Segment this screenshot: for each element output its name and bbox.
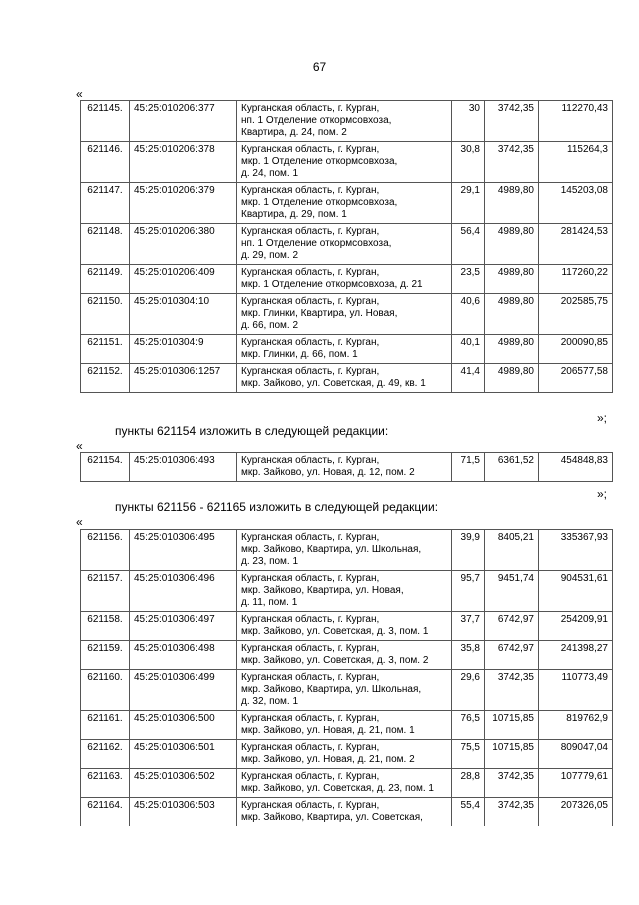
area-cell: 71,5 (452, 453, 485, 482)
area-cell: 75,5 (452, 740, 485, 769)
address-line: Курганская область, г. Курган, (241, 713, 380, 724)
page-number: 67 (312, 60, 327, 74)
total-cell: 819762,9 (539, 711, 613, 740)
area-cell: 35,8 (452, 641, 485, 670)
address-line: Курганская область, г. Курган, (241, 103, 380, 114)
cadastral-number-cell: 45:25:010306:498 (130, 641, 237, 670)
row-number-cell: 621151. (81, 335, 130, 364)
closing-quote: »; (597, 411, 608, 425)
address-line: д. 24, пом. 1 (241, 168, 299, 179)
table-row (81, 571, 613, 612)
table-row (81, 641, 613, 670)
area-cell: 28,8 (452, 769, 485, 798)
address-cell (237, 224, 452, 265)
address-line: мкр. Зайково, Квартира, ул. Школьная, (241, 544, 422, 555)
address-cell (237, 711, 452, 740)
area-cell: 39,9 (452, 530, 485, 571)
total-cell: 241398,27 (539, 641, 613, 670)
price-cell: 10715,85 (485, 740, 539, 769)
address-cell (237, 641, 452, 670)
area-cell: 29,6 (452, 670, 485, 711)
cadastral-number-cell: 45:25:010306:499 (130, 670, 237, 711)
area-cell: 76,5 (452, 711, 485, 740)
table-row (81, 183, 613, 224)
instruction-text: пункты 621156 - 621165 изложить в следующей редакции: (115, 500, 439, 514)
address-line: мкр. Зайково, ул. Советская, д. 3, пом. 1 (241, 626, 429, 637)
address-line: д. 23, пом. 1 (241, 556, 299, 567)
instruction-text: пункты 621154 изложить в следующей редакции: (115, 424, 389, 438)
row-number-cell: 621148. (81, 224, 130, 265)
price-cell: 8405,21 (485, 530, 539, 571)
area-cell: 40,6 (452, 294, 485, 335)
address-cell (237, 265, 452, 294)
price-cell: 9451,74 (485, 571, 539, 612)
address-line: Курганская область, г. Курган, (241, 296, 380, 307)
address-cell (237, 364, 452, 393)
address-cell (237, 101, 452, 142)
row-number-cell: 621150. (81, 294, 130, 335)
address-line: мкр. Зайково, Квартира, ул. Советская, (241, 812, 423, 823)
area-cell: 56,4 (452, 224, 485, 265)
area-cell: 30 (452, 101, 485, 142)
address-line: Курганская область, г. Курган, (241, 742, 380, 753)
address-line: мкр. 1 Отделение откормсовхоза, (241, 197, 398, 208)
address-cell (237, 294, 452, 335)
address-line: мкр. Зайково, ул. Советская, д. 3, пом. 2 (241, 655, 429, 666)
price-cell: 4989,80 (485, 183, 539, 224)
address-line: Квартира, д. 24, пом. 2 (241, 127, 347, 138)
address-line: д. 32, пом. 1 (241, 696, 299, 707)
table-row (81, 453, 613, 482)
area-cell: 37,7 (452, 612, 485, 641)
cadastral-number-cell: 45:25:010206:380 (130, 224, 237, 265)
total-cell: 145203,08 (539, 183, 613, 224)
table-row (81, 740, 613, 769)
cadastral-number-cell: 45:25:010304:10 (130, 294, 237, 335)
address-line: нп. 1 Отделение откормсовхоза, (241, 238, 392, 249)
address-cell (237, 453, 452, 482)
price-cell: 3742,35 (485, 769, 539, 798)
address-line: мкр. Зайково, Квартира, ул. Школьная, (241, 684, 422, 695)
address-line: д. 66, пом. 2 (241, 320, 299, 331)
opening-quote: « (76, 87, 83, 101)
area-cell: 55,4 (452, 798, 485, 827)
address-cell (237, 183, 452, 224)
cadastral-number-cell: 45:25:010306:503 (130, 798, 237, 827)
address-line: Курганская область, г. Курган, (241, 672, 380, 683)
opening-quote: « (76, 439, 83, 453)
row-number-cell: 621145. (81, 101, 130, 142)
total-cell: 206577,58 (539, 364, 613, 393)
table-row (81, 101, 613, 142)
address-line: Курганская область, г. Курган, (241, 573, 380, 584)
table-section-3 (80, 529, 613, 826)
address-line: Курганская область, г. Курган, (241, 144, 380, 155)
table-section-2 (80, 452, 613, 482)
row-number-cell: 621147. (81, 183, 130, 224)
table-row (81, 364, 613, 393)
address-cell (237, 769, 452, 798)
price-cell: 4989,80 (485, 224, 539, 265)
closing-quote: »; (597, 487, 608, 501)
row-number-cell: 621146. (81, 142, 130, 183)
table-row (81, 530, 613, 571)
total-cell: 254209,91 (539, 612, 613, 641)
address-line: мкр. Зайково, ул. Советская, д. 23, пом. 1 (241, 783, 434, 794)
cadastral-number-cell: 45:25:010206:377 (130, 101, 237, 142)
price-cell: 4989,80 (485, 294, 539, 335)
table-row (81, 798, 613, 827)
total-cell: 281424,53 (539, 224, 613, 265)
address-line: д. 11, пом. 1 (241, 597, 298, 608)
address-cell (237, 335, 452, 364)
row-number-cell: 621149. (81, 265, 130, 294)
address-cell (237, 670, 452, 711)
row-number-cell: 621163. (81, 769, 130, 798)
address-line: мкр. Зайково, ул. Советская, д. 49, кв. 1 (241, 378, 426, 389)
row-number-cell: 621161. (81, 711, 130, 740)
price-cell: 4989,80 (485, 364, 539, 393)
total-cell: 112270,43 (539, 101, 613, 142)
address-line: мкр. 1 Отделение откормсовхоза, д. 21 (241, 279, 423, 290)
cadastral-number-cell: 45:25:010206:378 (130, 142, 237, 183)
total-cell: 335367,93 (539, 530, 613, 571)
address-line: Курганская область, г. Курган, (241, 226, 380, 237)
row-number-cell: 621164. (81, 798, 130, 827)
total-cell: 110773,49 (539, 670, 613, 711)
address-line: Курганская область, г. Курган, (241, 771, 380, 782)
total-cell: 454848,83 (539, 453, 613, 482)
opening-quote: « (76, 515, 83, 529)
address-line: нп. 1 Отделение откормсовхоза, (241, 115, 392, 126)
address-line: Курганская область, г. Курган, (241, 643, 380, 654)
address-line: мкр. Глинки, Квартира, ул. Новая, (241, 308, 398, 319)
row-number-cell: 621156. (81, 530, 130, 571)
price-cell: 4989,80 (485, 335, 539, 364)
address-line: мкр. Зайково, ул. Новая, д. 21, пом. 1 (241, 725, 415, 736)
total-cell: 117260,22 (539, 265, 613, 294)
area-cell: 40,1 (452, 335, 485, 364)
table-row (81, 335, 613, 364)
cadastral-number-cell: 45:25:010306:1257 (130, 364, 237, 393)
address-line: мкр. Зайково, ул. Новая, д. 21, пом. 2 (241, 754, 415, 765)
row-number-cell: 621160. (81, 670, 130, 711)
row-number-cell: 621162. (81, 740, 130, 769)
total-cell: 207326,05 (539, 798, 613, 827)
cadastral-number-cell: 45:25:010306:496 (130, 571, 237, 612)
address-cell (237, 530, 452, 571)
address-cell (237, 142, 452, 183)
address-line: Курганская область, г. Курган, (241, 614, 380, 625)
row-number-cell: 621158. (81, 612, 130, 641)
address-line: Курганская область, г. Курган, (241, 532, 380, 543)
address-line: мкр. Зайково, ул. Новая, д. 12, пом. 2 (241, 467, 415, 478)
total-cell: 115264,3 (539, 142, 613, 183)
address-line: Курганская область, г. Курган, (241, 185, 380, 196)
total-cell: 202585,75 (539, 294, 613, 335)
area-cell: 29,1 (452, 183, 485, 224)
address-cell (237, 798, 452, 827)
table-row (81, 670, 613, 711)
total-cell: 809047,04 (539, 740, 613, 769)
cadastral-number-cell: 45:25:010306:493 (130, 453, 237, 482)
table-row (81, 769, 613, 798)
price-cell: 4989,80 (485, 265, 539, 294)
cadastral-number-cell: 45:25:010206:379 (130, 183, 237, 224)
area-cell: 95,7 (452, 571, 485, 612)
cadastral-number-cell: 45:25:010206:409 (130, 265, 237, 294)
area-cell: 30,8 (452, 142, 485, 183)
area-cell: 23,5 (452, 265, 485, 294)
address-cell (237, 740, 452, 769)
table-row (81, 294, 613, 335)
address-line: Курганская область, г. Курган, (241, 455, 380, 466)
address-cell (237, 571, 452, 612)
cadastral-number-cell: 45:25:010306:502 (130, 769, 237, 798)
cadastral-number-cell: 45:25:010304:9 (130, 335, 237, 364)
table-row (81, 612, 613, 641)
address-line: Курганская область, г. Курган, (241, 337, 380, 348)
table-row (81, 265, 613, 294)
price-cell: 3742,35 (485, 142, 539, 183)
price-cell: 6742,97 (485, 612, 539, 641)
address-line: Курганская область, г. Курган, (241, 366, 380, 377)
address-line: Курганская область, г. Курган, (241, 267, 380, 278)
total-cell: 904531,61 (539, 571, 613, 612)
address-line: Квартира, д. 29, пом. 1 (241, 209, 347, 220)
address-line: мкр. Глинки, д. 66, пом. 1 (241, 349, 358, 360)
price-cell: 3742,35 (485, 101, 539, 142)
price-cell: 3742,35 (485, 798, 539, 827)
price-cell: 10715,85 (485, 711, 539, 740)
address-line: Курганская область, г. Курган, (241, 800, 380, 811)
address-line: мкр. Зайково, Квартира, ул. Новая, (241, 585, 404, 596)
cadastral-number-cell: 45:25:010306:497 (130, 612, 237, 641)
row-number-cell: 621154. (81, 453, 130, 482)
row-number-cell: 621152. (81, 364, 130, 393)
cadastral-number-cell: 45:25:010306:501 (130, 740, 237, 769)
address-line: д. 29, пом. 2 (241, 250, 299, 261)
table-section-1 (80, 100, 613, 393)
price-cell: 6361,52 (485, 453, 539, 482)
cadastral-number-cell: 45:25:010306:495 (130, 530, 237, 571)
table-row (81, 142, 613, 183)
total-cell: 107779,61 (539, 769, 613, 798)
table-row (81, 224, 613, 265)
address-cell (237, 612, 452, 641)
row-number-cell: 621159. (81, 641, 130, 670)
price-cell: 3742,35 (485, 670, 539, 711)
table-row (81, 711, 613, 740)
cadastral-number-cell: 45:25:010306:500 (130, 711, 237, 740)
price-cell: 6742,97 (485, 641, 539, 670)
address-line: мкр. 1 Отделение откормсовхоза, (241, 156, 398, 167)
area-cell: 41,4 (452, 364, 485, 393)
total-cell: 200090,85 (539, 335, 613, 364)
row-number-cell: 621157. (81, 571, 130, 612)
